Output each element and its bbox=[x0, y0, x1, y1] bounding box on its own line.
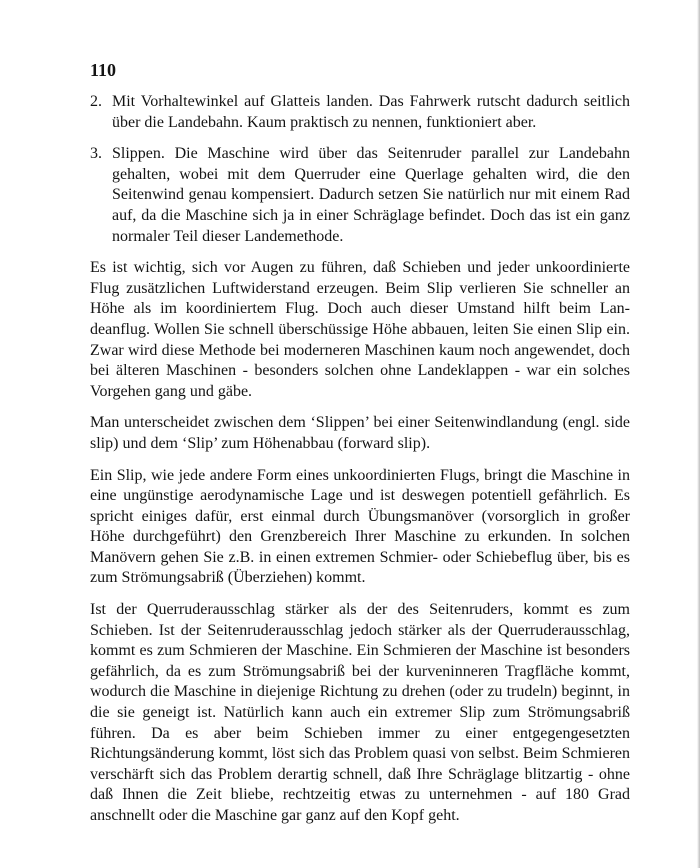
numbered-list bbox=[90, 92, 630, 247]
paragraph-drag-and-altitude: Es ist wichtig, sich vor Augen zu führen, daß Schieben und jeder unkoordinierte Flug zusätzlichen Luftwiderstand erzeugen. Beim Slip verlieren Sie schneller an Höhe als im koordiniertem Flug. Doch auch dieser Umstand hilft beim Landeanflug. Wollen Sie schnell überschüssige Höhe abbauen, leiten Sie einen Slip ein. Zwar wird diese Methode bei moderneren Maschinen kaum noch angewendet, doch bei älteren Maschinen - besonders solchen ohne Landeklappen - war ein solches Vorgehen gang und gäbe. bbox=[90, 259, 630, 400]
list-item bbox=[90, 92, 630, 133]
list-item-number: 2. bbox=[90, 93, 102, 110]
page-number: 110 bbox=[90, 60, 117, 80]
list-item-text: Mit Vorhaltewinkel auf Glatteis landen. Das Fahrwerk rutscht dadurch seitlich über die Landebahn. Kaum praktisch zu nennen, funktioniert aber. bbox=[112, 93, 630, 131]
paragraph-slip-types: Man unterscheidet zwischen dem ‘Slippen’ bei einer Seitenwindlandung (engl. side slip) und dem ‘Slip’ zum Höhenabbau (forward slip). bbox=[90, 414, 630, 452]
paragraph-skid-vs-slip: Ist der Querruderausschlag stärker als der des Seitenruders, kommt es zum Schieben. Ist der Seitenruderausschlag jedoch stärker als der Querruderausschlag, kommt es zum Schmieren der Maschine. Ein Schmieren der Maschine ist besonders gefährlich, da es zum Strömungsabriß bei der kurveninneren Tragfläche kommt, wodurch die Maschine in diejenige Richtung zu drehen (oder zu trudeln) beginnt, in die sie geneigt ist. Natürlich kann auch ein extremer Slip zum Strömungsabriß führen. Da es aber beim Schieben immer zu einer entgegengesetzten Richtungsänderung kommt, löst sich das Problem quasi von selbst. Beim Schmieren verschärft sich das Problem derartig schnell, daß Ihre Schräglage blitzartig - ohne daß Ihnen die Zeit bliebe, rechtzeitig etwas zu unternehmen - auf 180 Grad anschnellt oder die Maschine gar ganz auf den Kopf geht. bbox=[90, 601, 630, 824]
list-item-text: Slippen. Die Maschine wird über das Seitenruder parallel zur Landebahn gehalten, wobei mit dem Querruder eine Querlage gehalten wird, die den Seitenwind genau kompensiert. Dadurch setzen Sie natürlich nur mit einem Rad auf, da die Maschine sich ja in einer Schräglage befindet. Doch das ist ein ganz normaler Teil dieser Landemethode. bbox=[112, 145, 630, 245]
list-item-number: 3. bbox=[90, 145, 102, 163]
book-page bbox=[90, 60, 630, 838]
paragraph-slip-danger: Ein Slip, wie jede andere Form eines unkoordinierten Flugs, bringt die Maschine in eine ungünstige aerodynamische Lage und ist deswegen potentiell gefährlich. Es spricht einiges dafür, erst einmal durch Übungsmanöver (vorsorglich in großer Höhe durchgeführt) den Grenzbereich Ihrer Maschine zu erkunden. In solchen Manövern gehen Sie z.B. in einen extremen Schmier- oder Schiebeflug über, bis es zum Strömungsabriß (Überziehen) kommt. bbox=[90, 466, 630, 587]
list-item bbox=[90, 144, 630, 247]
